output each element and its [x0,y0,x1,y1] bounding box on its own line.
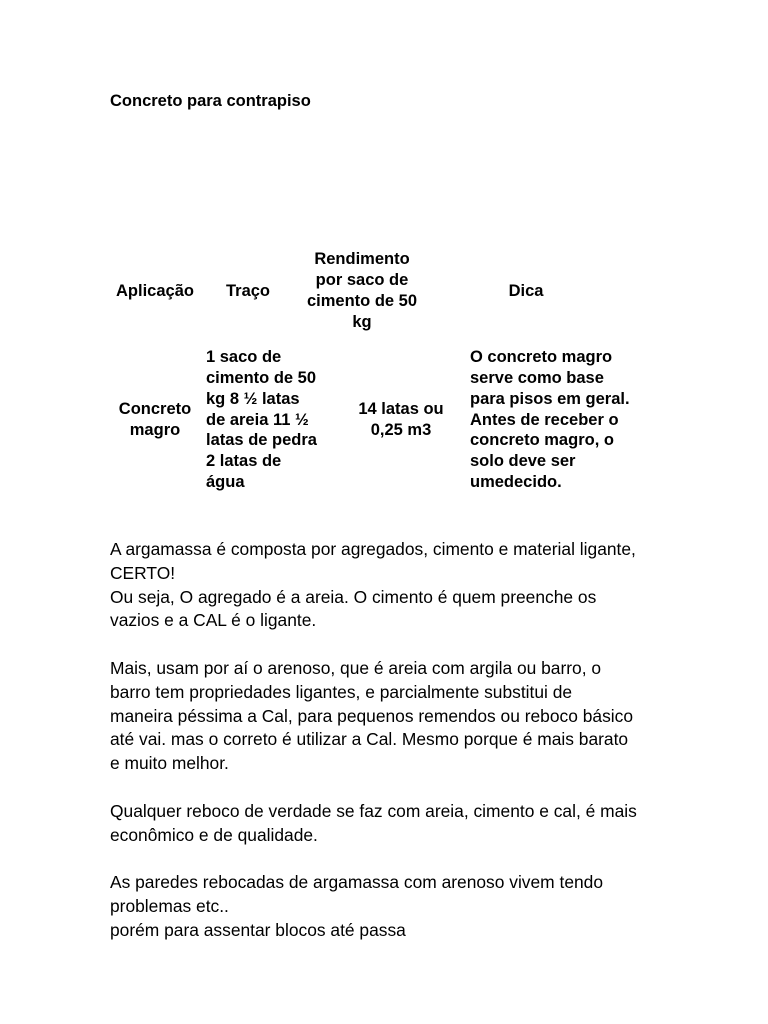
header-traco [202,249,294,333]
cell-traco-line: cimento de 50 [206,369,317,387]
body-text [110,538,690,943]
paragraph-line: e muito melhor. [110,753,229,774]
paragraph-line: problemas etc.. [110,895,229,916]
paragraph-line: Qualquer reboco de verdade se faz com areia, cimento e cal, é mais [110,800,637,821]
paragraph-line: barro tem propriedades ligantes, e parcialmente substitui de [110,681,573,702]
cell-dica-line: serve como base [470,369,604,387]
paragraph-line: porém para assentar blocos até passa [110,919,406,940]
header-rendimento-line: kg [352,312,372,331]
cell-rendimento-line: 0,25 m3 [370,421,432,439]
paragraph-line: vazios e a CAL é o ligante. [110,610,317,631]
cell-traco-line: kg 8 ½ latas [206,389,300,408]
header-rendimento-line: por saco de [315,271,409,290]
header-traco-label: Traço [225,281,271,300]
table-row [108,335,666,505]
cell-aplicacao-line: Concreto [118,400,192,419]
header-rendimento-line: Rendimento [314,250,410,269]
paragraph-gap [110,776,690,800]
paragraph [110,800,690,848]
paragraph [110,538,690,633]
cell-traco-line: de areia 11 ½ [206,410,309,429]
cell-traco-line: latas de pedra [206,431,317,450]
cell-rendimento-line: 14 latas ou [358,400,444,419]
cell-traco-line: água [206,472,245,491]
cell-dica-line: umedecido. [470,472,562,491]
paragraph-line: até vai. mas o correto é utilizar a Cal. Mesmo porque é mais barato [110,729,629,750]
header-rendimento [294,249,430,333]
paragraph-gap [110,847,690,871]
header-aplicacao [108,249,202,333]
table-header-row [108,249,622,333]
cell-dica-line: O concreto magro [470,348,613,367]
cell-dica-line: concreto magro, o [470,431,614,450]
cell-rendimento [336,335,466,505]
paragraph-line: econômico e de qualidade. [110,824,318,845]
paragraph-line: As paredes rebocadas de argamassa com arenoso vivem tendo [110,872,604,893]
cell-traco-line: 2 latas de [206,452,282,471]
paragraph [110,657,690,776]
cell-dica-line: solo deve ser [470,452,576,471]
cell-dica [466,335,666,505]
header-dica [430,249,622,333]
document-title: Concreto para contrapiso [110,92,311,110]
cell-traco [202,335,336,505]
header-rendimento-line: cimento de 50 [306,292,418,310]
cell-dica-line: para pisos em geral. [470,389,630,408]
cell-aplicacao [108,335,202,505]
header-aplicacao-label: Aplicação [116,281,194,300]
cell-aplicacao-line: magro [129,421,181,439]
paragraph-gap [110,633,690,657]
paragraph-line: A argamassa é composta por agregados, cimento e material ligante, [110,539,636,559]
header-dica-label: Dica [508,281,544,300]
paragraph-line: CERTO! [110,562,176,583]
paragraph-line: maneira péssima a Cal, para pequenos remendos ou reboco básico [110,705,633,726]
cell-dica-line: Antes de receber o [470,410,619,429]
cell-traco-line: 1 saco de [206,348,282,367]
paragraph-line: Ou seja, O agregado é a areia. O cimento é quem preenche os [110,586,597,607]
paragraph [110,871,690,942]
paragraph-line: Mais, usam por aí o arenoso, que é areia com argila ou barro, o [110,657,602,678]
